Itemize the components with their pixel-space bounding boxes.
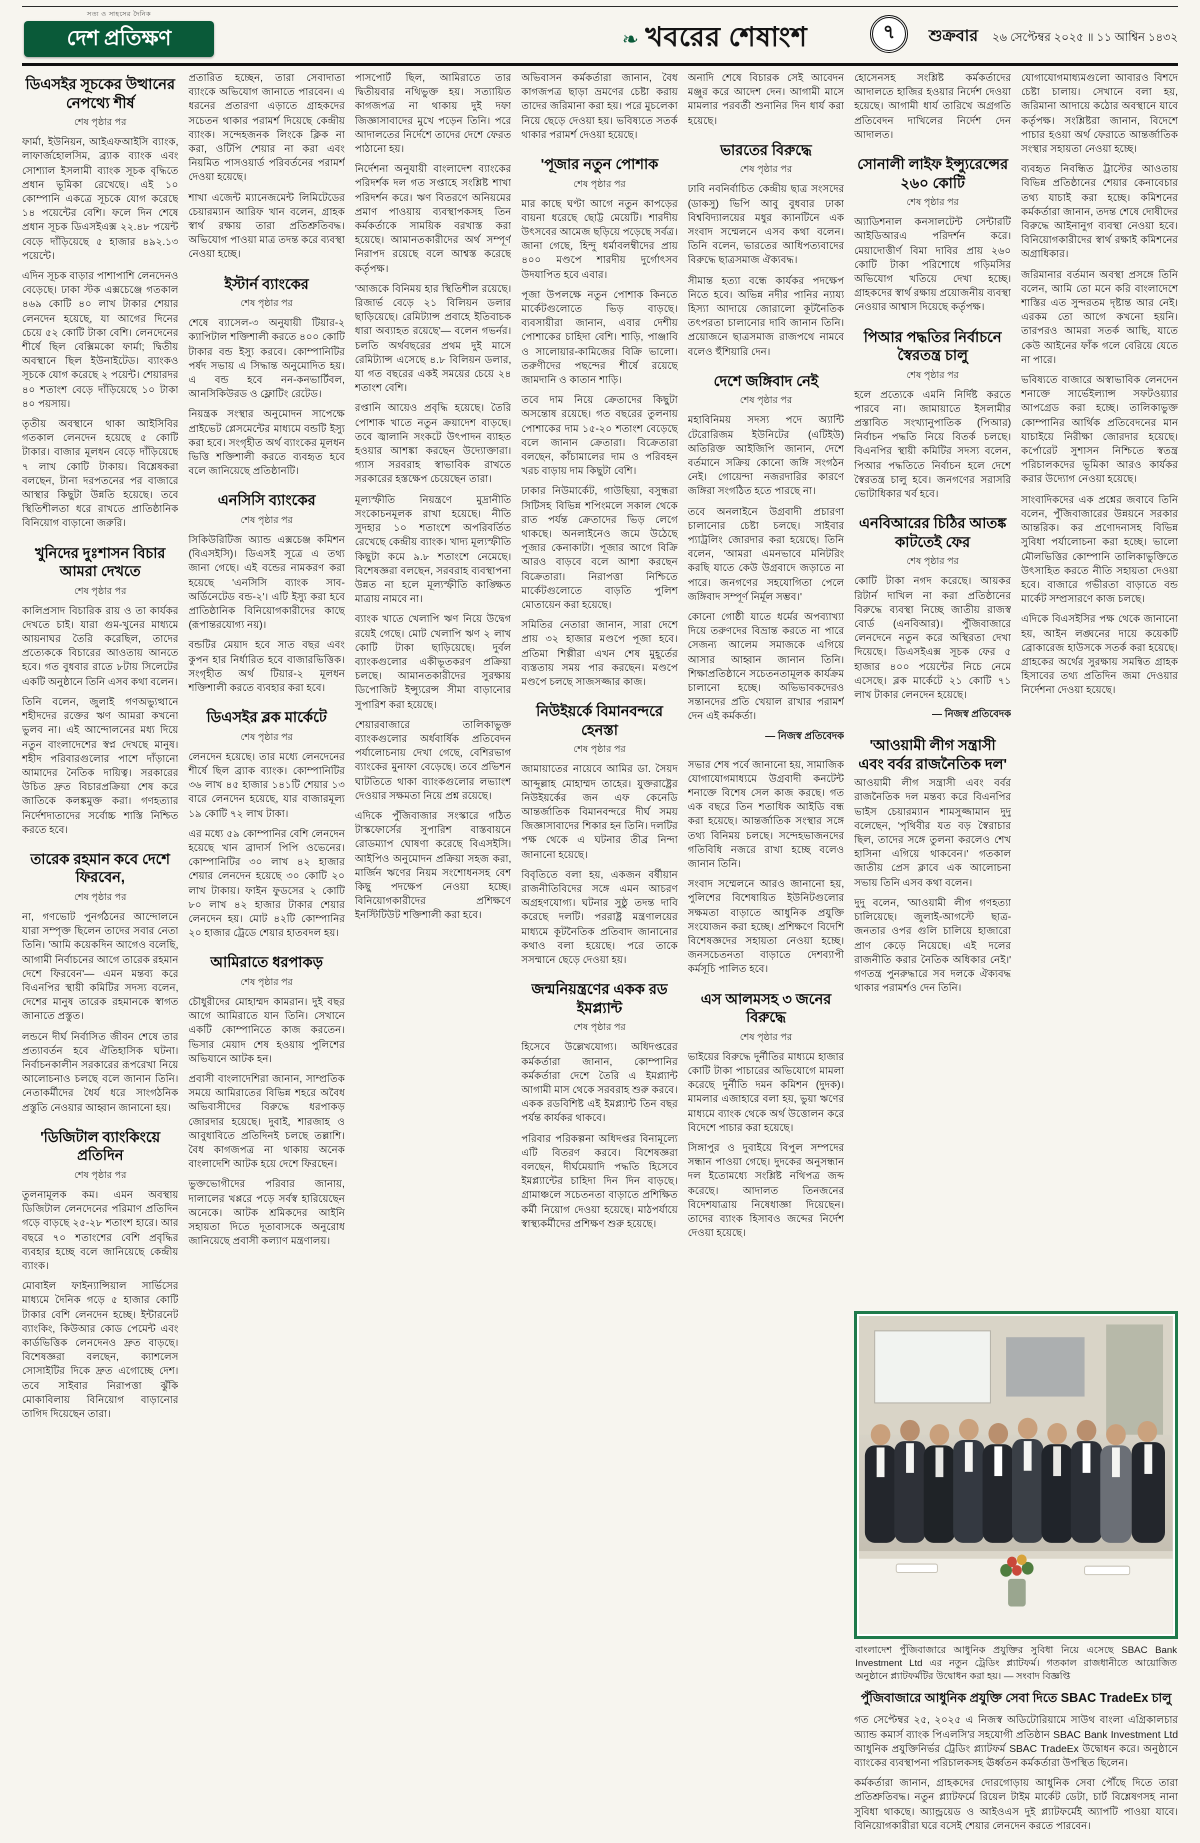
continued-from-label: শেষ পৃষ্ঠার পর	[906, 369, 959, 381]
continued-from-label: শেষ পৃষ্ঠার পর	[573, 744, 626, 756]
article-continuation	[521, 72, 677, 143]
article-paragraph: সংবাদ সম্মেলনে আরও জানানো হয়, পুলিশের বিশেষায়িত ইউনিটগুলোর সক্ষমতা বাড়াতে আধুনিক প্রযুক্তি সংযোজন করা হচ্ছে। প্রশিক্ষণে বিদেশি বিশেষজ্ঞদের সহায়তা নেওয়া হচ্ছে। জনসচেতনতা বাড়াতে দেশব্যাপী কর্মসূচি পালিত হবে।	[687, 879, 845, 976]
article-paragraph: তবে দাম নিয়ে ক্রেতাদের কিছুটা অসন্তোষ রয়েছে। গত বছরের তুলনায় পোশাকের দাম ১৫-২০ শতাংশ বেড়েছে বলে জানান ক্রেতারা। বিক্রেতারা বলছেন, কাঁচামালের দাম ও পরিবহন খরচ বাড়ায় দাম কিছুটা বেশি।	[521, 395, 678, 478]
continued-from-label: শেষ পৃষ্ঠার পর	[739, 164, 793, 176]
article-headline: দেশে জঙ্গিবাদ নেই	[713, 373, 819, 390]
date-group	[929, 23, 1178, 50]
continued-from-label: শেষ পৃষ্ঠার পর	[573, 1022, 626, 1034]
news-photo	[854, 1311, 1178, 1639]
article-headline: ভারতের বিরুদ্ধে	[720, 142, 812, 159]
article-paragraph: হলে প্রত্যেকে এমনি নির্দিষ্ট করতে পারবে না। জামায়াতে ইসলামীর প্রস্তাবিত সংখ্যানুপাতিক (পিআর) নির্বাচন পদ্ধতি নিয়ে বিতর্ক চলছে। বিএনপির স্থায়ী কমিটির সদস্য বলেন, পিআর পদ্ধতিতে নির্বাচন হলে দেশে স্বৈরতন্ত্র চালু হবে। জনগণের সরাসরি ভোটাধিকার খর্ব হবে।	[854, 389, 1012, 501]
press-release	[854, 1690, 1178, 1834]
article-paragraph: সমিতির নেতারা জানান, সারা দেশে প্রায় ৩২ হাজার মণ্ডপে পূজা হবে। প্রতিমা শিল্পীরা এখন শেষ মুহূর্তের ব্যস্ততায় সময় পার করছেন। মণ্ডপে মণ্ডপে চলছে সাজসজ্জার কাজ।	[521, 620, 678, 689]
article-headline: এনবিআরের চিঠির আতঙ্ক কাটতেই ফের	[858, 516, 1007, 551]
article-paragraph: এদিকে পুঁজিবাজার সংস্কারে গঠিত টাস্কফোর্সের সুপারিশ বাস্তবায়নে রোডম্যাপ ঘোষণা করেছে বিএসইসি। আইপিও অনুমোদন প্রক্রিয়া সহজ করা, মার্জিন ঋণের নিয়ম সংশোধনসহ বেশ কিছু পদক্ষেপ নেওয়া হচ্ছে। বিনিয়োগকারীদের প্রশিক্ষণে ইনস্টিটিউট শক্তিশালী করা হবে।	[354, 810, 512, 922]
article-paragraph: বন্ডটির মেয়াদ হবে সাত বছর এবং কুপন হার নির্ধারিত হবে বাজারভিত্তিক। সংগৃহীত অর্থ টিয়ার-২ মূলধন শক্তিশালী করতে ব্যবহার করা হবে।	[188, 640, 345, 694]
section-ornament-icon: ❧	[622, 29, 640, 51]
article	[521, 703, 677, 968]
continued-from-label: শেষ পৃষ্ঠার পর	[573, 178, 626, 190]
article-paragraph: দুদু বলেন, 'আওয়ামী লীগ গণহত্যা চালিয়েছে। জুলাই-আগস্টে ছাত্র-জনতার ওপর গুলি চালিয়ে হাজারো প্রাণ কেড়ে নিয়েছে। এই দলের রাজনীতি করার নৈতিক অধিকার নেই।' গণতন্ত্র পুনরুদ্ধারে সব দলকে ঐক্যবদ্ধ থাকার পরামর্শও দেন তিনি।	[854, 897, 1012, 995]
article-paragraph: এদিন সূচক বাড়ার পাশাপাশি লেনদেনও বেড়েছে। ঢাকা স্টক এক্সচেঞ্জে গতকাল ৪৬৯ কোটি ৪০ লাখ টাকার শেয়ার লেনদেন হয়েছে, যা আগের দিনের চেয়ে ৫২ কোটি টাকা বেশি। লেনদেনের শীর্ষে ছিল বেক্সিমকো ফার্মা; দ্বিতীয় অবস্থানে ছিল ইউনাইটেড। ব্যাংকও সূচকে যোগ করেছে ২ পয়েন্ট। শেয়ারদর ৪০ শতাংশ বেড়ে দাঁড়িয়েছে ১০ টাকা ৪০ পয়সায়।	[22, 270, 179, 410]
article-paragraph: জামায়াতের নায়েবে আমির ডা. সৈয়দ আব্দুল্লাহ মোহাম্মদ তাহের। যুক্তরাষ্ট্রের নিউইয়র্কের জন এফ কেনেডি আন্তর্জাতিক বিমানবন্দরে দীর্ঘ সময় জিজ্ঞাসাবাদের শিকার হন তিনি। দলটির পক্ষ থেকে এ ঘটনার তীব্র নিন্দা জানানো হয়েছে।	[521, 764, 678, 861]
article-paragraph: ঢাবি নবনির্বাচিত কেন্দ্রীয় ছাত্র সংসদের (ডাকসু) ভিপি আবু বুধবার ঢাকা বিশ্ববিদ্যালয়ের মধুর ক্যানটিনে এক সংবাদ সম্মেলনে এসব কথা বলেন। তিনি বলেন, ভারতের আধিপত্যবাদের বিরুদ্ধে ছাত্রসমাজ ঐক্যবদ্ধ।	[687, 184, 845, 267]
article	[521, 981, 677, 1232]
article-headline: ডিএসইর সূচকের উত্থানের নেপথ্যে শীর্ষ	[25, 77, 175, 112]
article	[22, 1129, 178, 1422]
column-7	[1021, 72, 1178, 1307]
article-paragraph: পাসপোর্ট ছিল, আমিরাতে তার দ্বিতীয়বার নথিভুক্ত হয়। সত্যায়িত কাগজপত্র না থাকায় দুই দফা জিজ্ঞাসাবাদের মুখে পড়েন তিনি। পরে আদালতের নির্দেশে তাদের দেশে ফেরত পাঠানো হয়।	[354, 73, 512, 156]
article-paragraph: সীমান্ত হত্যা বন্ধে কার্যকর পদক্ষেপ নিতে হবে। অভিন্ন নদীর পানির ন্যায্য হিস্যা আদায়ে জোরালো কূটনৈতিক তৎপরতা চালানোর দাবি জানান তিনি। প্রয়োজনে ছাত্রসমাজ রাজপথে নামবে বলেও হুঁশিয়ারি দেন।	[687, 275, 845, 358]
content-columns	[0, 72, 1200, 1840]
article-continuation	[854, 72, 1011, 143]
article	[854, 329, 1011, 503]
section-title-text: খবরের শেষাংশ	[645, 22, 808, 52]
article-paragraph: শেষে ব্যাসেল-৩ অনুযায়ী টিয়ার-২ ক্যাপিটাল শক্তিশালী করতে ৪০০ কোটি টাকার বন্ড ইস্যু করবে। কোম্পানিটির পর্ষদ সভায় এ সিদ্ধান্ত অনুমোদিত হয়। এ বন্ড হবে নন-কনভার্টিবল, আনসিকিউরড ও ফ্লোটিং রেটেড।	[188, 318, 345, 401]
article-headline: জন্মনিয়ন্ত্রণের একক রড ইমপ্ল্যান্ট	[531, 982, 668, 1017]
article-paragraph: এর মধ্যে ৫৯ কোম্পানির বেশি লেনদেন হয়েছে খান ব্রাদার্স পিপি ওভেনের। কোম্পানিটির ৩০ লাখ ৪২ হাজার শেয়ার লেনদেন হয়েছে ৩০ কোটি ২০ লাখ টাকায়। ফাইন ফুডসের ২ কোটি ৮০ লাখ ৪২ হাজার টাকার শেয়ার লেনদেন হয়। মোট ৪২টি কোম্পানির ২০ হাজার ট্রেডে শেয়ার হাতবদল হয়।	[188, 828, 345, 940]
article-paragraph: মূল্যস্ফীতি নিয়ন্ত্রণে মুদ্রানীতি সংকোচনমূলক রাখা হয়েছে। নীতি সুদহার ১০ শতাংশে অপরিবর্তিত রেখেছে কেন্দ্রীয় ব্যাংক। খাদ্য মূল্যস্ফীতি কিছুটা কমে ৯.৮ শতাংশে নেমেছে। বিশেষজ্ঞরা বলছেন, সরবরাহ ব্যবস্থাপনা উন্নত না হলে মূল্যস্ফীতি কাঙ্ক্ষিত মাত্রায় নামবে না।	[354, 494, 512, 606]
article	[22, 76, 178, 532]
article-paragraph: সভার শেষ পর্বে জানানো হয়, সামাজিক যোগাযোগমাধ্যমে উগ্রবাদী কনটেন্ট শনাক্তে বিশেষ সেল কাজ করছে। গত এক বছরে তিন শতাধিক আইডি বন্ধ করা হয়েছে। আন্তর্জাতিক সংস্থার সঙ্গে তথ্য বিনিময় চলছে। সন্দেহভাজনদের গতিবিধি নজরে রাখা হচ্ছে বলেও জানান তিনি।	[687, 759, 845, 871]
article	[188, 276, 344, 480]
continued-from-label: শেষ পৃষ্ঠার পর	[74, 117, 127, 129]
article-paragraph: তৃতীয় অবস্থানে থাকা আইসিবির গতকাল লেনদেন হয়েছে ৫ কোটি টাকার। বাজার মূলধন বেড়ে দাঁড়িয়েছে ৭ লাখ কোটি টাকায়। বিশ্লেষকরা বলছেন, টানা দরপতনের পর বাজারে আস্থার কিছুটা উন্নতি হয়েছে। তবে স্থিতিশীলতা ধরে রাখতে প্রাতিষ্ঠানিক বিনিয়োগ বাড়ানো জরুরি।	[22, 418, 179, 530]
article-continuation	[188, 72, 344, 263]
column-6	[854, 72, 1011, 1307]
continued-from-label: শেষ পৃষ্ঠার পর	[906, 197, 959, 209]
continued-from-label: শেষ পৃষ্ঠার পর	[74, 892, 127, 904]
article-paragraph: শাখা এজেন্ট ম্যানেজমেন্ট লিমিটেডের চেয়ারম্যান আরিফ খান বলেন, গ্রাহক স্বার্থ রক্ষায় তারা প্রতিশ্রুতিবদ্ধ। অভিযোগ পাওয়া মাত্র তদন্ত করে ব্যবস্থা নেওয়া হচ্ছে।	[188, 192, 345, 261]
article-headline: 'ডিজিটাল ব্যাংকিংয়ে প্রতিদিন	[40, 1129, 161, 1165]
article	[854, 156, 1011, 316]
article-paragraph: সাংবাদিকদের এক প্রশ্নের জবাবে তিনি বলেন, পুঁজিবাজারের উন্নয়নে সরকার আন্তরিক। কর প্রণোদনাসহ বিভিন্ন সুবিধা পর্যালোচনা করা হচ্ছে। ভালো মৌলভিত্তির কোম্পানি তালিকাভুক্তিতে উৎসাহিত করতে নীতি সহায়তা দেওয়া হবে। বাজারে গভীরতা বাড়াতে বন্ড মার্কেট সম্প্রসারণে কাজ চলছে।	[1021, 494, 1179, 606]
continued-from-label: শেষ পৃষ্ঠার পর	[240, 298, 293, 310]
article-paragraph: লেনদেন হয়েছে। তার মধ্যে লেনদেনের শীর্ষে ছিল ব্র্যাক ব্যাংক। কোম্পানিটির ৩৬ লাখ ৪৫ হাজার ১৪১টি শেয়ার ১৩ বারে লেনদেন হয়েছে, যার বাজারমূল্য ১৯ কোটি ৭২ লাখ টাকা।	[188, 751, 345, 820]
header-bottom-rule	[22, 63, 1178, 66]
article	[688, 142, 844, 360]
article-headline: 'আওয়ামী লীগ সন্ত্রাসী এবং বর্বর রাজনৈতিক দল'	[858, 738, 1007, 773]
article-paragraph: রপ্তানি আয়েও প্রবৃদ্ধি হয়েছে। তৈরি পোশাক খাতে নতুন ক্রয়াদেশ বাড়ছে। তবে জ্বালানি সংকটে উৎপাদন ব্যাহত হওয়ার আশঙ্কা করছেন উদ্যোক্তারা। গ্যাস সরবরাহ স্বাভাবিক রাখতে সরকারের হস্তক্ষেপ চেয়েছেন তারা।	[354, 403, 512, 486]
article	[22, 851, 178, 1116]
photo-module	[854, 1307, 1178, 1840]
article-headline: তারেক রহমান কবে দেশে ফিরবেন,	[30, 851, 170, 887]
right-text-row	[854, 72, 1178, 1307]
article-paragraph: ব্যবহৃত নিবন্ধিত ট্রাস্টের আওতায় বিভিন্ন প্রতিষ্ঠানের শেয়ার কেনাবেচার তথ্য যাচাই করা হচ্ছে। কমিশনের কর্মকর্তারা জানান, তদন্ত শেষে দোষীদের বিরুদ্ধে আইনানুগ ব্যবস্থা নেওয়া হবে। বিনিয়োগকারীদের স্বার্থ রক্ষাই কমিশনের অগ্রাধিকার।	[1021, 164, 1179, 261]
article-paragraph: ভুক্তভোগীদের পরিবার জানায়, দালালের খপ্পরে পড়ে সর্বস্ব হারিয়েছেন অনেকে। আটক শ্রমিকদের আইনি সহায়তা দিতে দূতাবাসকে অনুরোধ জানিয়েছে প্রবাসী কল্যাণ মন্ত্রণালয়।	[188, 1179, 345, 1248]
article-paragraph: মোবাইল ফাইন্যান্সিয়াল সার্ভিসের মাধ্যমে দৈনিক গড়ে ৫ হাজার কোটি টাকার বেশি লেনদেন হচ্ছে। ইন্টারনেট ব্যাংকিং, কিউআর কোড পেমেন্ট এবং কার্ডভিত্তিক লেনদেনও দ্রুত বাড়ছে। বিশেষজ্ঞরা বলছেন, ক্যাশলেস সোসাইটির দিকে দ্রুত এগোচ্ছে দেশ। তবে সাইবার নিরাপত্তা ঝুঁকি মোকাবিলায় বিনিয়োগ বাড়ানোর তাগিদ দিয়েছেন তারা।	[22, 1281, 179, 1420]
article-paragraph: ফার্মা, ইউনিয়ন, আইএফআইসি ব্যাংক, লাফার্জহোলসিম, ব্র্যাক ব্যাংক এবং সোশ্যাল ইসলামী ব্যাংক সূচক বৃদ্ধিতে প্রধান ভূমিকা রেখেছে। এই ১০ কোম্পানি একত্রে সূচকে যোগ করেছে ১৪ পয়েন্টের বেশি। ফলে দিন শেষে প্রধান সূচক ডিএসইএক্স ২২.৪৮ পয়েন্ট বেড়ে দাঁড়িয়েছে ৫ হাজার ৪৯২.১৩ পয়েন্টে।	[22, 137, 179, 262]
article-paragraph: বিবৃতিতে বলা হয়, একজন বর্ষীয়ান রাজনীতিবিদের সঙ্গে এমন আচরণ অগ্রহণযোগ্য। ঘটনার সুষ্ঠু তদন্ত দাবি করেছে দলটি। পররাষ্ট্র মন্ত্রণালয়ের মাধ্যমে কূটনৈতিক প্রতিবাদ জানানোর কথাও বলা হয়েছে। পরে তাকে সসম্মানে ছেড়ে দেওয়া হয়।	[521, 869, 678, 966]
page-header	[22, 7, 1178, 61]
article-paragraph: কোটি টাকা নগদ করেছে। আয়কর রিটার্ন দাখিল না করা প্রতিষ্ঠানের বিরুদ্ধে ব্যবস্থা নিচ্ছে জাতীয় রাজস্ব বোর্ড (এনবিআর)। পুঁজিবাজারে লেনদেনে নতুন করে অস্থিরতা দেখা দিয়েছে। ডিএসইএক্স সূচক ফের ৫ হাজার ৪০০ পয়েন্টের নিচে নেমে এসেছে। ব্লক মার্কেটে ২১ কোটি ৭১ লাখ টাকার লেনদেন হয়েছে।	[854, 576, 1012, 701]
article-paragraph: প্রবাসী বাংলাদেশিরা জানান, সাম্প্রতিক সময়ে আমিরাতের বিভিন্ন শহরে অবৈধ অভিবাসীদের বিরুদ্ধে ধরপাকড় জোরদার হয়েছে। দুবাই, শারজাহ ও আবুধাবিতে প্রতিদিনই চলছে তল্লাশি। বৈধ কাগজপত্র না থাকায় অনেক বাংলাদেশি আটক হয়ে দেশে ফিরছেন।	[188, 1073, 345, 1171]
article-paragraph: লন্ডনে দীর্ঘ নির্বাসিত জীবন শেষে তার প্রত্যাবর্তন হবে ঐতিহাসিক ঘটনা। নির্বাচনকালীন সরকারের রূপরেখা নিয়ে আলোচনাও চলছে বলে জানান তিনি। নেতাকর্মীদের ধৈর্য ধরে সাংগঠনিক প্রস্তুতি নেওয়ার আহ্বান জানানো হয়।	[22, 1031, 179, 1114]
continued-from-label: শেষ পৃষ্ঠার পর	[74, 1169, 127, 1181]
article-paragraph: নির্দেশনা অনুযায়ী বাংলাদেশ ব্যাংকের পরিদর্শক দল গত সপ্তাহে সংশ্লিষ্ট শাখা পরিদর্শন করে। ঋণ বিতরণে অনিয়মের প্রমাণ পাওয়ায় ব্যবস্থাপকসহ তিন কর্মকর্তাকে সাময়িক বরখাস্ত করা হয়েছে। আমানতকারীদের অর্থ সম্পূর্ণ নিরাপদ রয়েছে বলে আশ্বস্ত করেছে কর্তৃপক্ষ।	[354, 164, 512, 275]
article-paragraph: কোনো গোষ্ঠী যাতে ধর্মের অপব্যাখ্যা দিয়ে তরুণদের বিভ্রান্ত করতে না পারে সেজন্য আলেম সমাজকে এগিয়ে আসার আহ্বান জানান তিনি। শিক্ষাপ্রতিষ্ঠানে সচেতনতামূলক কার্যক্রম চালানো হচ্ছে। অভিভাবকদেরও সন্তানদের প্রতি খেয়াল রাখার পরামর্শ দেন এই কর্মকর্তা।	[687, 611, 845, 723]
article	[854, 737, 1011, 996]
page-number-badge: ৭	[870, 15, 908, 53]
article-paragraph: 'আজকে বিনিময় হার স্থিতিশীল রয়েছে। রিজার্ভ বেড়ে ২১ বিলিয়ন ডলার ছাড়িয়েছে। রেমিট্যান্স প্রবাহে ইতিবাচক ধারা অব্যাহত রয়েছে'— বলেন গভর্নর। চলতি অর্থবছরের প্রথম দুই মাসে রেমিট্যান্স এসেছে ৪.৮ বিলিয়ন ডলার, যা গত বছরের একই সময়ের চেয়ে ২৪ শতাংশ বেশি।	[354, 283, 512, 395]
article	[688, 373, 844, 746]
article	[22, 545, 178, 838]
article-headline: এনসিসি ব্যাংকের	[217, 493, 316, 510]
article	[688, 991, 844, 1242]
article-paragraph: আওয়ামী লীগ সন্ত্রাসী এবং বর্বর রাজনৈতিক দল মন্তব্য করে বিএনপির ভাইস চেয়ারম্যান শামসুজ্জামান দুদু বলেছেন, 'পৃথিবীর যত বড় স্বৈরাচার ছিল, তাদের সঙ্গে তুলনা করলেও শেখ হাসিনা এগিয়ে থাকবেন।' গতকাল জাতীয় প্রেস ক্লাবে এক আলোচনা সভায় তিনি এসব কথা বলেন।	[854, 778, 1012, 889]
column-2	[188, 72, 344, 1840]
continued-from-label: শেষ পৃষ্ঠার পর	[739, 1031, 793, 1043]
column-3	[355, 72, 511, 1840]
article	[188, 492, 344, 696]
press-release-paragraph: গত সেপ্টেম্বর ২৫, ২০২৫ এ নিজস্ব অডিটোরিয়ামে সাউথ বাংলা এগ্রিকালচার অ্যান্ড কমার্স ব্যাংক পিএলসি'র সহযোগী প্রতিষ্ঠান SBAC Bank Investment Ltd আধুনিক প্রযুক্তিনির্ভর ট্রেডিং প্ল্যাটফর্ম SBAC TradeEx উদ্বোধন করে। অনুষ্ঠানে ব্যাংকের ব্যবস্থাপনা পরিচালকসহ ঊর্ধ্বতন কর্মকর্তারা উপস্থিত ছিলেন।	[854, 1715, 1179, 1769]
article-headline: পিআর পদ্ধতির নির্বাচনে স্বৈরতন্ত্র চালু	[863, 329, 1002, 365]
article-paragraph: হিসেবে উল্লেখযোগ্য। অধিদপ্তরের কর্মকর্তারা জানান, কোম্পানির কর্মকর্তারা দেশে তৈরি এ ইমপ্ল্যান্ট আগামী মাস থেকে সরবরাহ শুরু করবে। একক রডবিশিষ্ট এই ইমপ্ল্যান্ট তিন বছর পর্যন্ত কার্যকর থাকবে।	[521, 1042, 678, 1125]
article-paragraph: অ্যাডিশনাল কনসালটেন্ট সেন্টারটি আইডিআরএ পরিদর্শন করে। মেয়াদোত্তীর্ণ বিমা দাবির প্রায় ২৬০ কোটি টাকা পরিশোধে গড়িমসির অভিযোগ খতিয়ে দেখা হচ্ছে। গ্রাহকদের স্বার্থ রক্ষায় প্রয়োজনীয় ব্যবস্থা নেওয়ার আশ্বাস দিয়েছে কর্তৃপক্ষ।	[854, 217, 1012, 314]
article-paragraph: তবে অনলাইনে উগ্রবাদী প্রচারণা চালানোর চেষ্টা চলছে। সাইবার প্যাট্রলিং জোরদার করা হয়েছে। তিনি বলেন, 'আমরা এমনভাবে মনিটরিং করছি যাতে কেউ উগ্রবাদে জড়াতে না পারে। জনগণের সহযোগিতা পেলে জঙ্গিবাদ সম্পূর্ণ নির্মূল সম্ভব।'	[687, 506, 845, 603]
article-headline: আমিরাতে ধরপাকড়	[210, 955, 323, 972]
article-paragraph: ভাইয়ের বিরুদ্ধে দুর্নীতির মাধ্যমে হাজার কোটি টাকা পাচারের অভিযোগে মামলা করেছে দুর্নীতি দমন কমিশন (দুদক)। মামলার এজাহারে বলা হয়, ভুয়া ঋণের মাধ্যমে ব্যাংক থেকে অর্থ উত্তোলন করে বিদেশে পাচার করা হয়েছে।	[687, 1051, 845, 1134]
article	[854, 515, 1011, 724]
section-title	[622, 17, 807, 62]
article-continuation	[688, 759, 844, 978]
article-headline: নিউইয়র্কে বিমানবন্দরে হেনস্তা	[536, 704, 663, 739]
article-paragraph: চৌধুরীদের মোহাম্মদ কামরান। দুই বছর আগে আমিরাতে যান তিনি। সেখানে একটি কোম্পানিতে কাজ করতেন। ভিসার মেয়াদ শেষ হওয়ায় পুলিশের অভিযানে আটক হন।	[188, 996, 345, 1065]
weekday-label: শুক্রবার	[928, 28, 979, 45]
article-paragraph: মার কাছে ঘণ্টা আগে নতুন কাপড়ের বায়না ধরেছে ছোট্ট মেয়েটি। শারদীয় উৎসবের আমেজ ছড়িয়ে পড়েছে সর্বত্র। জানা গেছে, হিন্দু ধর্মাবলম্বীদের প্রায় ৪০০ মণ্ডপে শারদীয় দুর্গোৎসব উদযাপিত হবে এবার।	[521, 198, 678, 281]
press-release-body	[854, 1714, 1178, 1834]
date-line: ২৬ সেপ্টেম্বর ২০২৫ ॥ ১১ আশ্বিন ১৪৩২	[992, 32, 1178, 44]
article-paragraph: অভিবাসন কর্মকর্তারা জানান, বৈধ কাগজপত্র ছাড়া ভ্রমণের চেষ্টা করায় তাদের জরিমানা করা হয়। পরে মুচলেকা নিয়ে ছেড়ে দেওয়া হয়। ভবিষ্যতে সতর্ক থাকার পরামর্শ দেওয়া হয়েছে।	[521, 73, 678, 141]
article-paragraph: এদিকে বিএসইসির পক্ষ থেকে জানানো হয়, আইন লঙ্ঘনের দায়ে কয়েকটি ব্রোকারেজ হাউসকে সতর্ক করা হয়েছে। গ্রাহকের অর্থের সুরক্ষায় সমন্বিত গ্রাহক হিসাবের তথ্য প্রতিদিন জমা দেওয়ার নির্দেশনা দেওয়া হয়েছে।	[1021, 614, 1179, 697]
column-5	[688, 72, 844, 1840]
continued-from-label: শেষ পৃষ্ঠার পর	[240, 514, 293, 526]
article-paragraph: প্রতারিত হচ্ছেন, তারা সেবাদাতা ব্যাংকে অভিযোগ জানাতে পারবেন। এ ধরনের প্রতারণা এড়াতে গ্রাহকদের সচেতন থাকার পরামর্শ দিয়েছে কেন্দ্রীয় ব্যাংক। সন্দেহজনক লিংকে ক্লিক না করা, ওটিপি শেয়ার না করা এবং নিয়মিত পাসওয়ার্ড পরিবর্তনের পরামর্শ দেওয়া হয়েছে।	[188, 73, 345, 184]
article-paragraph: জরিমানার বর্তমান অবস্থা প্রসঙ্গে তিনি বলেন, আমি তো মনে করি বাংলাদেশে শাস্তির এত সুন্দরতম দৃষ্টান্ত আর নেই। এরকম তো আগে কখনো হয়নি। তারপরও আমরা সতর্ক আছি, যাতে কেউ আইনের ফাঁক গলে বেরিয়ে যেতে না পারে।	[1021, 269, 1179, 366]
article	[521, 156, 677, 690]
photo-caption: বাংলাদেশ পুঁজিবাজারে আধুনিক প্রযুক্তির সুবিধা নিয়ে এসেছে SBAC Bank Investment Ltd এর নতুন ট্রেডিং প্ল্যাটফর্ম। গতকাল রাজধানীতে আয়োজিত অনুষ্ঠানে প্ল্যাটফর্মটির উদ্বোধন করা হয়। — সংবাদ বিজ্ঞপ্তি	[855, 1645, 1178, 1683]
article-paragraph: তুলনামূলক কম। এমন অবস্থায় ডিজিটাল লেনদেনের পরিমাণ প্রতিদিন গড়ে বাড়ছে ২৫-২৮ শতাংশ হারে। আর বছরে ৭০ শতাংশের বেশি প্রবৃদ্ধির ব্যবহার হচ্ছে বলে জানিয়েছে কেন্দ্রীয় ব্যাংক।	[22, 1189, 179, 1272]
press-release-paragraph: কর্মকর্তারা জানান, গ্রাহকদের দোরগোড়ায় আধুনিক সেবা পৌঁছে দিতে তারা প্রতিশ্রুতিবদ্ধ। নতুন প্ল্যাটফর্মে রিয়েল টাইম মার্কেট ডেটা, চার্ট বিশ্লেষণসহ নানা সুবিধা থাকছে। অ্যান্ড্রয়েড ও আইওএস দুই প্ল্যাটফর্মেই অ্যাপটি পাওয়া যাবে। বিনিয়োগকারীরা ঘরে বসেই শেয়ার লেনদেন করতে পারবেন।	[854, 1778, 1179, 1832]
article-paragraph: কালিপ্রসাদ বিচারিক রায় ও তা কার্যকর দেখতে চাই। যারা গুম-খুনের মাধ্যমে আয়নাঘর তৈরি করেছিল, তাদের প্রত্যেককে বিচারের আওতায় আনতে হবে। গত বুধবার রাতে ৮টায় সিলেটের একটি অনুষ্ঠানে তিনি এসব কথা বলেন।	[22, 605, 179, 688]
article-paragraph: ব্যাংক খাতে খেলাপি ঋণ নিয়ে উদ্বেগ রয়েই গেছে। মোট খেলাপি ঋণ ২ লাখ কোটি টাকা ছাড়িয়েছে। দুর্বল ব্যাংকগুলোর একীভূতকরণ প্রক্রিয়া চলছে। আমানতকারীদের সুরক্ষায় ডিপোজিট ইন্স্যুরেন্স সীমা বাড়ানোর সুপারিশ করা হয়েছে।	[354, 614, 512, 711]
reporter-credit: — নিজস্ব প্রতিবেদক	[765, 730, 845, 742]
masthead-tagline: সত্য ও সাহসের দৈনিক	[86, 11, 152, 18]
article-paragraph: ঢাকার নিউমার্কেট, গাউছিয়া, বসুন্ধরা সিটিসহ বিভিন্ন শপিংমলে সকাল থেকে রাত পর্যন্ত ক্রেতাদের ভিড় লেগে থাকছে। অনলাইনেও জমে উঠেছে পূজার কেনাকাটা। পূজার আগে বিক্রি আরও বাড়বে বলে আশা করছেন বিক্রেতারা। নিরাপত্তা নিশ্চিতে মার্কেটগুলোতে বাড়তি পুলিশ মোতায়েন করা হয়েছে।	[521, 486, 678, 612]
newspaper-logo: দেশ প্রতিক্ষণ	[24, 21, 214, 57]
article-paragraph: তিনি বলেন, জুলাই গণঅভ্যুত্থানে শহীদদের রক্তের ঋণ আমরা কখনো ভুলব না। এই আন্দোলনের মধ্য দিয়ে নতুন বাংলাদেশের স্বপ্ন দেখছে মানুষ। শহীদ পরিবারগুলোর পাশে দাঁড়ানো আমাদের নৈতিক দায়িত্ব। সরকারের উচিত দ্রুত বিচারপ্রক্রিয়া শেষ করে জাতিকে কলঙ্কমুক্ত করা। গণহত্যার নির্দেশদাতাদের সর্বোচ্চ শাস্তি নিশ্চিত করতে হবে।	[22, 696, 179, 836]
article-continuation	[688, 72, 844, 129]
article-headline: খুনিদের দুঃশাসন বিচার আমরা দেখতে	[35, 545, 166, 581]
continued-from-label: শেষ পৃষ্ঠার পর	[739, 395, 793, 407]
article-continuation	[355, 72, 511, 924]
article-paragraph: যোগাযোগমাধ্যমগুলো আবারও বিশদে চেষ্টা চালায়। সেখানে বলা হয়, জরিমানা আদায়ে কঠোর অবস্থানে যাবে কর্তৃপক্ষ। সংশ্লিষ্টরা জানান, বিদেশে পাচার হওয়া অর্থ ফেরাতে আন্তর্জাতিক সংস্থার সহায়তা নেওয়া হচ্ছে।	[1021, 73, 1179, 156]
article-paragraph: পূজা উপলক্ষে নতুন পোশাক কিনতে মার্কেটগুলোতে ভিড় বাড়ছে। ব্যবসায়ীরা জানান, এবার দেশীয় পোশাকের চাহিদা বেশি। শাড়ি, পাঞ্জাবি ও সালোয়ার-কামিজের বিক্রি ভালো। তরুণীদের পছন্দের শীর্ষে রয়েছে জামদানি ও কাতান শাড়ি।	[521, 289, 678, 386]
article-paragraph: সিকিউরিটিজ অ্যান্ড এক্সচেঞ্জ কমিশন (বিএসইসি)। ডিএসই সূত্রে এ তথ্য জানা গেছে। এই বন্ডের নামকরণ করা হয়েছে 'এনসিসি ব্যাংক সাব-অর্ডিনেটেড বন্ড-২'। এটি ইস্যু করা হবে প্রাতিষ্ঠানিক বিনিয়োগকারীদের কাছে (রূপান্তরযোগ্য নয়)।	[188, 534, 345, 632]
article-paragraph: মহাবিনিময় সদস্য পদে অ্যান্টি টেরোরিজম ইউনিটের (এটিইউ) অতিরিক্ত আইজিপি জানান, দেশে বর্তমানে সক্রিয় কোনো জঙ্গি সংগঠন নেই। গোয়েন্দা নজরদারির কারণে জঙ্গিরা সংগঠিত হতে পারছে না।	[687, 415, 845, 498]
column-1	[22, 72, 178, 1840]
continued-from-label: শেষ পৃষ্ঠার পর	[74, 585, 127, 597]
continued-from-label: শেষ পৃষ্ঠার পর	[240, 976, 293, 988]
article	[188, 709, 344, 941]
article-paragraph: নিয়ন্ত্রক সংস্থার অনুমোদন সাপেক্ষে প্রাইভেট প্লেসমেন্টের মাধ্যমে বন্ডটি ইস্যু করা হবে। সংগৃহীত অর্থ ব্যাংকের মূলধন ভিত্তি শক্তিশালী করতে ব্যবহৃত হবে বলে জানিয়েছে প্রতিষ্ঠানটি।	[188, 409, 345, 478]
reporter-credit: — নিজস্ব প্রতিবেদক	[932, 709, 1012, 721]
article-headline: 'পূজার নতুন পোশাক	[540, 157, 659, 174]
article-paragraph: পরিবার পরিকল্পনা অধিদপ্তর বিনামূল্যে এটি বিতরণ করবে। বিশেষজ্ঞরা বলছেন, দীর্ঘমেয়াদি পদ্ধতি হিসেবে ইমপ্ল্যান্টের চাহিদা দিন দিন বাড়ছে। গ্রামাঞ্চলে সচেতনতা বাড়াতে প্রশিক্ষিত কর্মী নিয়োগ দেওয়া হয়েছে। মাঠপর্যায়ে স্বাস্থ্যকর্মীদের প্রশিক্ষণ শুরু হয়েছে।	[521, 1133, 678, 1230]
article-paragraph: না, গণভোট পুনর্গঠনের আন্দোলনে যারা সম্পৃক্ত ছিলেন তাদের সবার নেতা তিনি। 'আমি কয়েকদিন আগেও বলেছি, আগামী নির্বাচনের আগে তারেক রহমান দেশে ফিরবেন'— এমন মন্তব্য করে বিএনপির স্থায়ী কমিটির সদস্য বলেন, দেশের মানুষ তারেক রহমানকে স্বাগত জানাতে প্রস্তুত।	[22, 912, 179, 1023]
article-paragraph: হোসেনসহ সংশ্লিষ্ট কর্মকর্তাদের আদালতে হাজির হওয়ার নির্দেশ দেওয়া হয়েছে। আগামী ধার্য তারিখে অগ্রগতি প্রতিবেদন দাখিলের নির্দেশ দেন আদালত।	[854, 73, 1012, 141]
article-paragraph: অনাদি শেষে বিচারক সেই আবেদন মঞ্জুর করে আদেশ দেন। আগামী মাসে মামলার পরবর্তী শুনানির দিন ধার্য করা হয়েছে।	[687, 73, 845, 127]
article-headline: সোনালী লাইফ ইন্স্যুরেন্সের ২৬০ কোটি	[857, 157, 1009, 192]
continued-from-label: শেষ পৃষ্ঠার পর	[240, 731, 293, 743]
article-headline: এস আলমসহ ৩ জনের বিরুদ্ধে	[700, 991, 832, 1027]
article-paragraph: ভবিষ্যতে বাজারে অস্বাভাবিক লেনদেন শনাক্তে সার্ভেইল্যান্স সফটওয়্যার আপগ্রেড করা হচ্ছে। তালিকাভুক্ত কোম্পানির আর্থিক প্রতিবেদনের মান যাচাইয়ে নিরীক্ষা জোরদার হয়েছে। কর্পোরেট সুশাসন নিশ্চিতে স্বতন্ত্র পরিচালকদের ভূমিকা আরও কার্যকর করার উদ্যোগ নেওয়া হয়েছে।	[1021, 375, 1179, 486]
article-paragraph: সিঙ্গাপুর ও দুবাইয়ে বিপুল সম্পদের সন্ধান পাওয়া গেছে। দুদকের অনুসন্ধান দল ইতোমধ্যে সংশ্লিষ্ট নথিপত্র জব্দ করেছে। আদালত তিনজনের বিদেশযাত্রায় নিষেধাজ্ঞা দিয়েছেন। তাদের ব্যাংক হিসাবও জব্দের নির্দেশ দেওয়া হয়েছে।	[687, 1142, 845, 1240]
article-headline: ইস্টার্ন ব্যাংকের	[224, 276, 309, 293]
article-continuation	[1021, 72, 1178, 699]
news-photo-illustration	[859, 1316, 1173, 1634]
article-paragraph: শেয়ারবাজারে তালিকাভুক্ত ব্যাংকগুলোর অর্ধবার্ষিক প্রতিবেদন পর্যালোচনায় দেখা গেছে, বেশিরভাগ ব্যাংকের মুনাফা বেড়েছে। তবে প্রভিশন ঘাটতিতে থাকা ব্যাংকগুলোর লভ্যাংশ দেওয়ার সক্ষমতা নিয়ে প্রশ্ন রয়েছে।	[354, 719, 512, 802]
article-headline: ডিএসইর ব্লক মার্কেটে	[206, 710, 327, 727]
column-group-right	[854, 72, 1178, 1840]
column-4	[521, 72, 677, 1840]
masthead	[24, 9, 214, 57]
continued-from-label: শেষ পৃষ্ঠার পর	[906, 556, 959, 568]
press-release-title: পুঁজিবাজারে আধুনিক প্রযুক্তি সেবা দিতে SBAC TradeEx চালু	[860, 1691, 1172, 1706]
article	[188, 954, 344, 1249]
